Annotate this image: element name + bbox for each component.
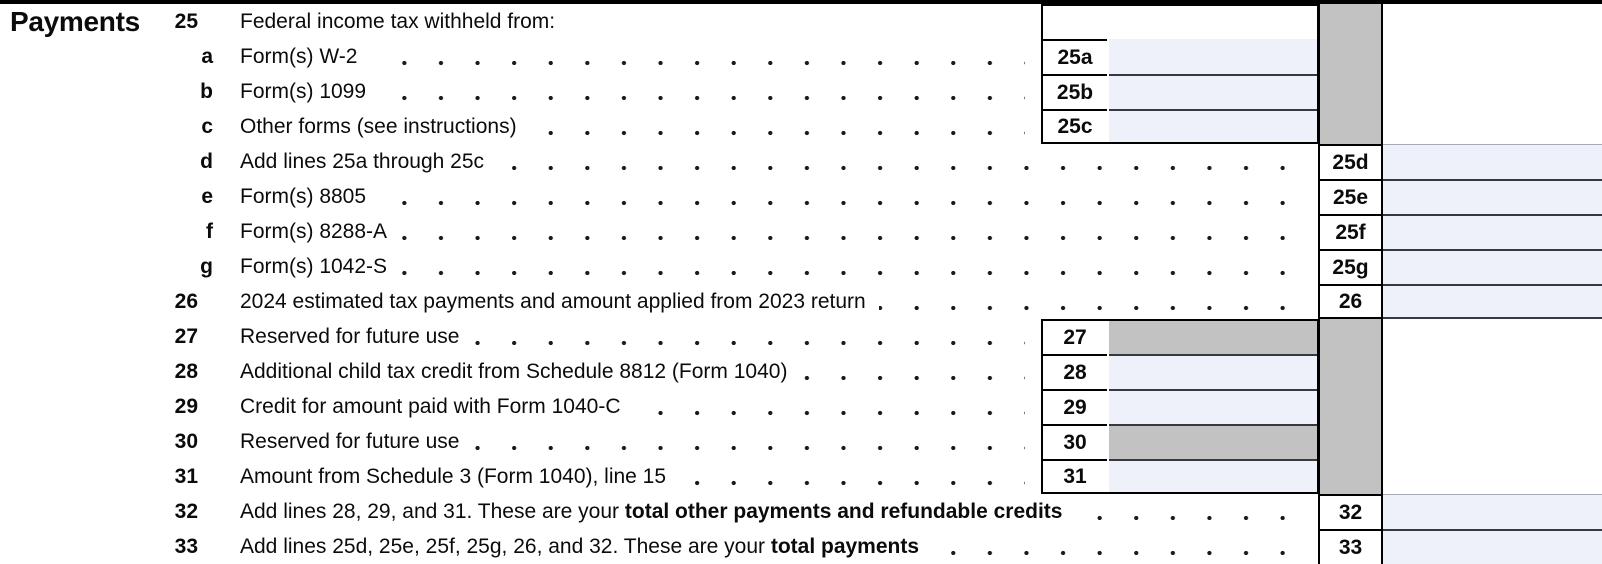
line-letter-25a: a bbox=[201, 45, 213, 68]
amount-field-32[interactable] bbox=[1383, 494, 1602, 529]
line-number-25: 25 bbox=[174, 10, 198, 33]
label-cell-25c: 25c bbox=[1043, 109, 1107, 142]
label-cell-32: 32 bbox=[1320, 496, 1381, 529]
section-title: Payments bbox=[10, 6, 140, 37]
label-cell-31: 31 bbox=[1043, 459, 1107, 492]
row-text-25a: Form(s) W-2 bbox=[240, 39, 1025, 74]
row-text-25d: Add lines 25a through 25c bbox=[240, 144, 1305, 179]
amount-field-31[interactable] bbox=[1109, 459, 1317, 492]
row-text-27: Reserved for future use bbox=[240, 319, 1025, 354]
row-text-25g: Form(s) 1042-S bbox=[240, 249, 1305, 284]
line-number-30: 30 bbox=[174, 430, 198, 453]
amount-field-28[interactable] bbox=[1109, 354, 1317, 389]
row-text-25b: Form(s) 1099 bbox=[240, 74, 1025, 109]
label-cell-29: 29 bbox=[1043, 389, 1107, 424]
row-text-30: Reserved for future use bbox=[240, 424, 1025, 459]
amount-field-29[interactable] bbox=[1109, 389, 1317, 424]
line-letter-25f: f bbox=[206, 220, 213, 243]
shaded-strip-middle bbox=[1318, 319, 1383, 494]
row-text-25f: Form(s) 8288-A bbox=[240, 214, 1305, 249]
credits-box-27-31 bbox=[1041, 319, 1319, 494]
line-letter-25d: d bbox=[200, 150, 213, 173]
label-cell-25d: 25d bbox=[1320, 146, 1381, 179]
reserved-cell-30 bbox=[1109, 424, 1317, 459]
line-number-26: 26 bbox=[174, 290, 198, 313]
line-number-31: 31 bbox=[174, 465, 198, 488]
line-number-29: 29 bbox=[174, 395, 198, 418]
line-letter-25g: g bbox=[200, 255, 213, 278]
line-number-33: 33 bbox=[174, 535, 198, 558]
row-text-29: Credit for amount paid with Form 1040-C bbox=[240, 389, 1025, 424]
label-cell-27: 27 bbox=[1043, 321, 1107, 354]
label-cell-25f: 25f bbox=[1320, 214, 1381, 249]
line-number-27: 27 bbox=[174, 325, 198, 348]
row-text-26: 2024 estimated tax payments and amount applied from 2023 return bbox=[240, 284, 1305, 319]
amount-field-25a[interactable] bbox=[1109, 39, 1317, 74]
withholding-box-25a-25c bbox=[1041, 4, 1319, 144]
row-text-25c: Other forms (see instructions) bbox=[240, 109, 1025, 144]
row-text-32: Add lines 28, 29, and 31. These are your total other payments and refundable credits bbox=[240, 494, 1305, 529]
label-cell-25b: 25b bbox=[1043, 74, 1107, 109]
label-box-group-25d-26 bbox=[1318, 144, 1383, 319]
amount-field-25f[interactable] bbox=[1383, 214, 1602, 249]
label-cell-25e: 25e bbox=[1320, 179, 1381, 214]
field-25-blank bbox=[1109, 6, 1317, 39]
amount-field-25e[interactable] bbox=[1383, 179, 1602, 214]
line-letter-25c: c bbox=[201, 115, 213, 138]
amount-field-26[interactable] bbox=[1383, 284, 1602, 319]
shaded-strip-top bbox=[1318, 4, 1383, 144]
row-text-31: Amount from Schedule 3 (Form 1040), line 15 bbox=[240, 459, 1025, 494]
line-letter-25e: e bbox=[201, 185, 213, 208]
label-cell-30: 30 bbox=[1043, 424, 1107, 459]
label-cell-25a: 25a bbox=[1043, 39, 1107, 74]
label-cell-25g: 25g bbox=[1320, 249, 1381, 284]
label-cell-25-blank bbox=[1043, 6, 1107, 39]
label-cell-28: 28 bbox=[1043, 354, 1107, 389]
amount-field-25b[interactable] bbox=[1109, 74, 1317, 109]
amount-field-25c[interactable] bbox=[1109, 109, 1317, 142]
amount-field-25g[interactable] bbox=[1383, 249, 1602, 284]
row-text-25: Federal income tax withheld from: bbox=[240, 4, 568, 39]
amount-field-25d[interactable] bbox=[1383, 144, 1602, 179]
label-cell-26: 26 bbox=[1320, 284, 1381, 317]
amount-field-33[interactable] bbox=[1383, 529, 1602, 564]
row-text-28: Additional child tax credit from Schedule 8812 (Form 1040) bbox=[240, 354, 1025, 389]
label-cell-33: 33 bbox=[1320, 529, 1381, 564]
line-number-28: 28 bbox=[174, 360, 198, 383]
label-box-group-32-33 bbox=[1318, 494, 1383, 564]
line-number-32: 32 bbox=[174, 500, 198, 523]
row-text-25e: Form(s) 8805 bbox=[240, 179, 1305, 214]
line-letter-25b: b bbox=[200, 80, 213, 103]
row-text-33: Add lines 25d, 25e, 25f, 25g, 26, and 32. These are your total payments bbox=[240, 529, 1305, 564]
reserved-cell-27 bbox=[1109, 321, 1317, 354]
